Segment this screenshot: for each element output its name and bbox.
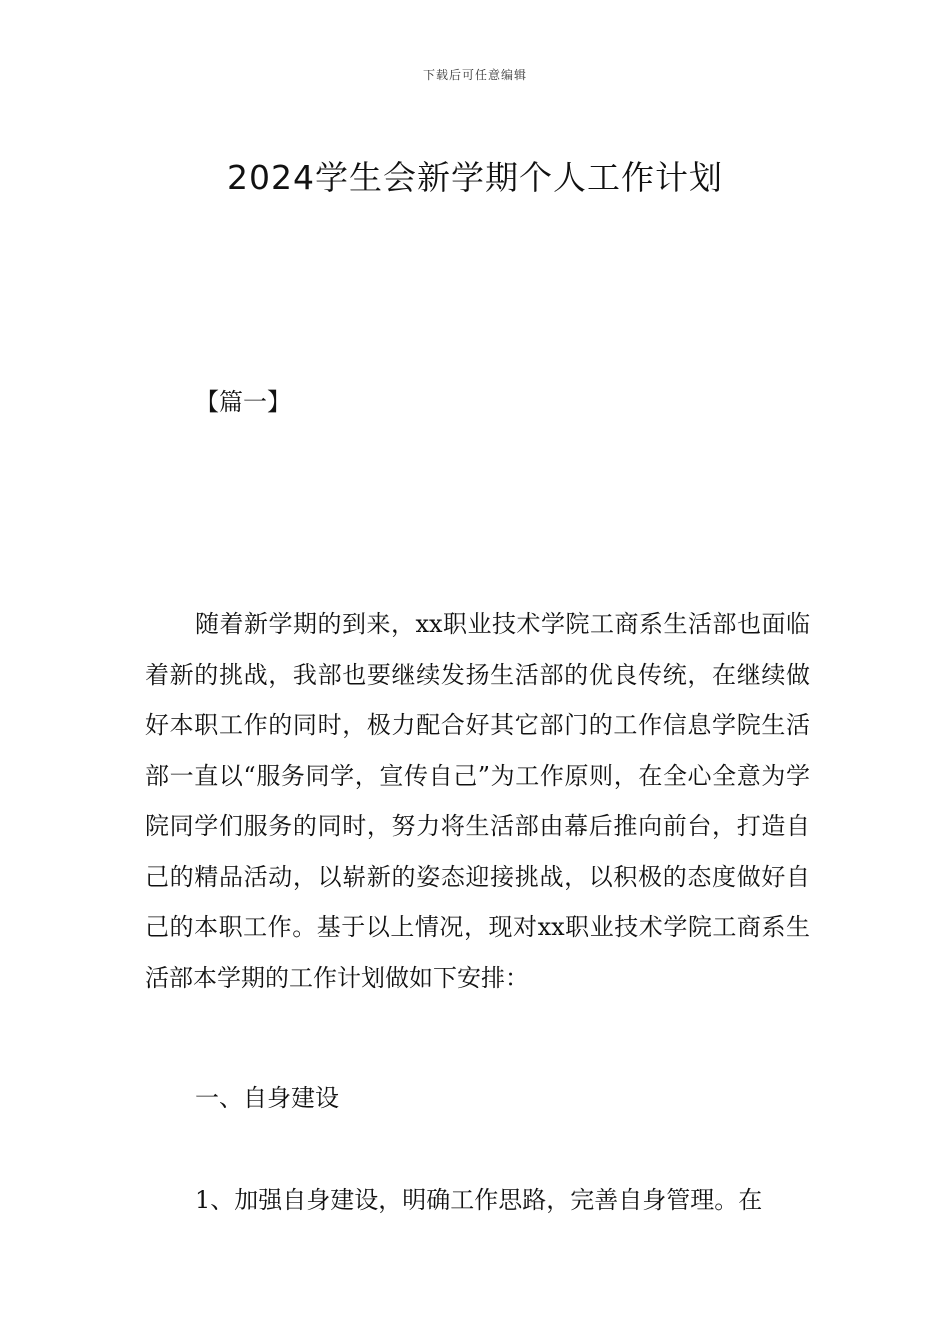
intro-paragraph: 随着新学期的到来，xx职业技术学院工商系生活部也面临着新的挑战，我部也要继续发扬生活部的优良传统，在继续做好本职工作的同时，极力配合好其它部门的工作信息学院生活部一直以“服务同学，宣传自己”为工作原则，在全心全意为学院同学们服务的同时，努力将生活部由幕后推向前台，打造自己的精品活动，以崭新的姿态迎接挑战，以积极的态度做好自己的本职工作。基于以上情况，现对xx职业技术学院工商系生活部本学期的工作计划做如下安排： [145,610,810,992]
page-header-note: 下载后可任意编辑 [422,68,527,82]
document-title: 2024学生会新学期个人工作计划 [227,158,723,198]
section-label: 【篇一】 [195,388,291,416]
section-heading-self-building: 一、自身建设 [195,1084,339,1112]
list-item-1: 1、加强自身建设，明确工作思路，完善自身管理。在 [195,1186,763,1214]
